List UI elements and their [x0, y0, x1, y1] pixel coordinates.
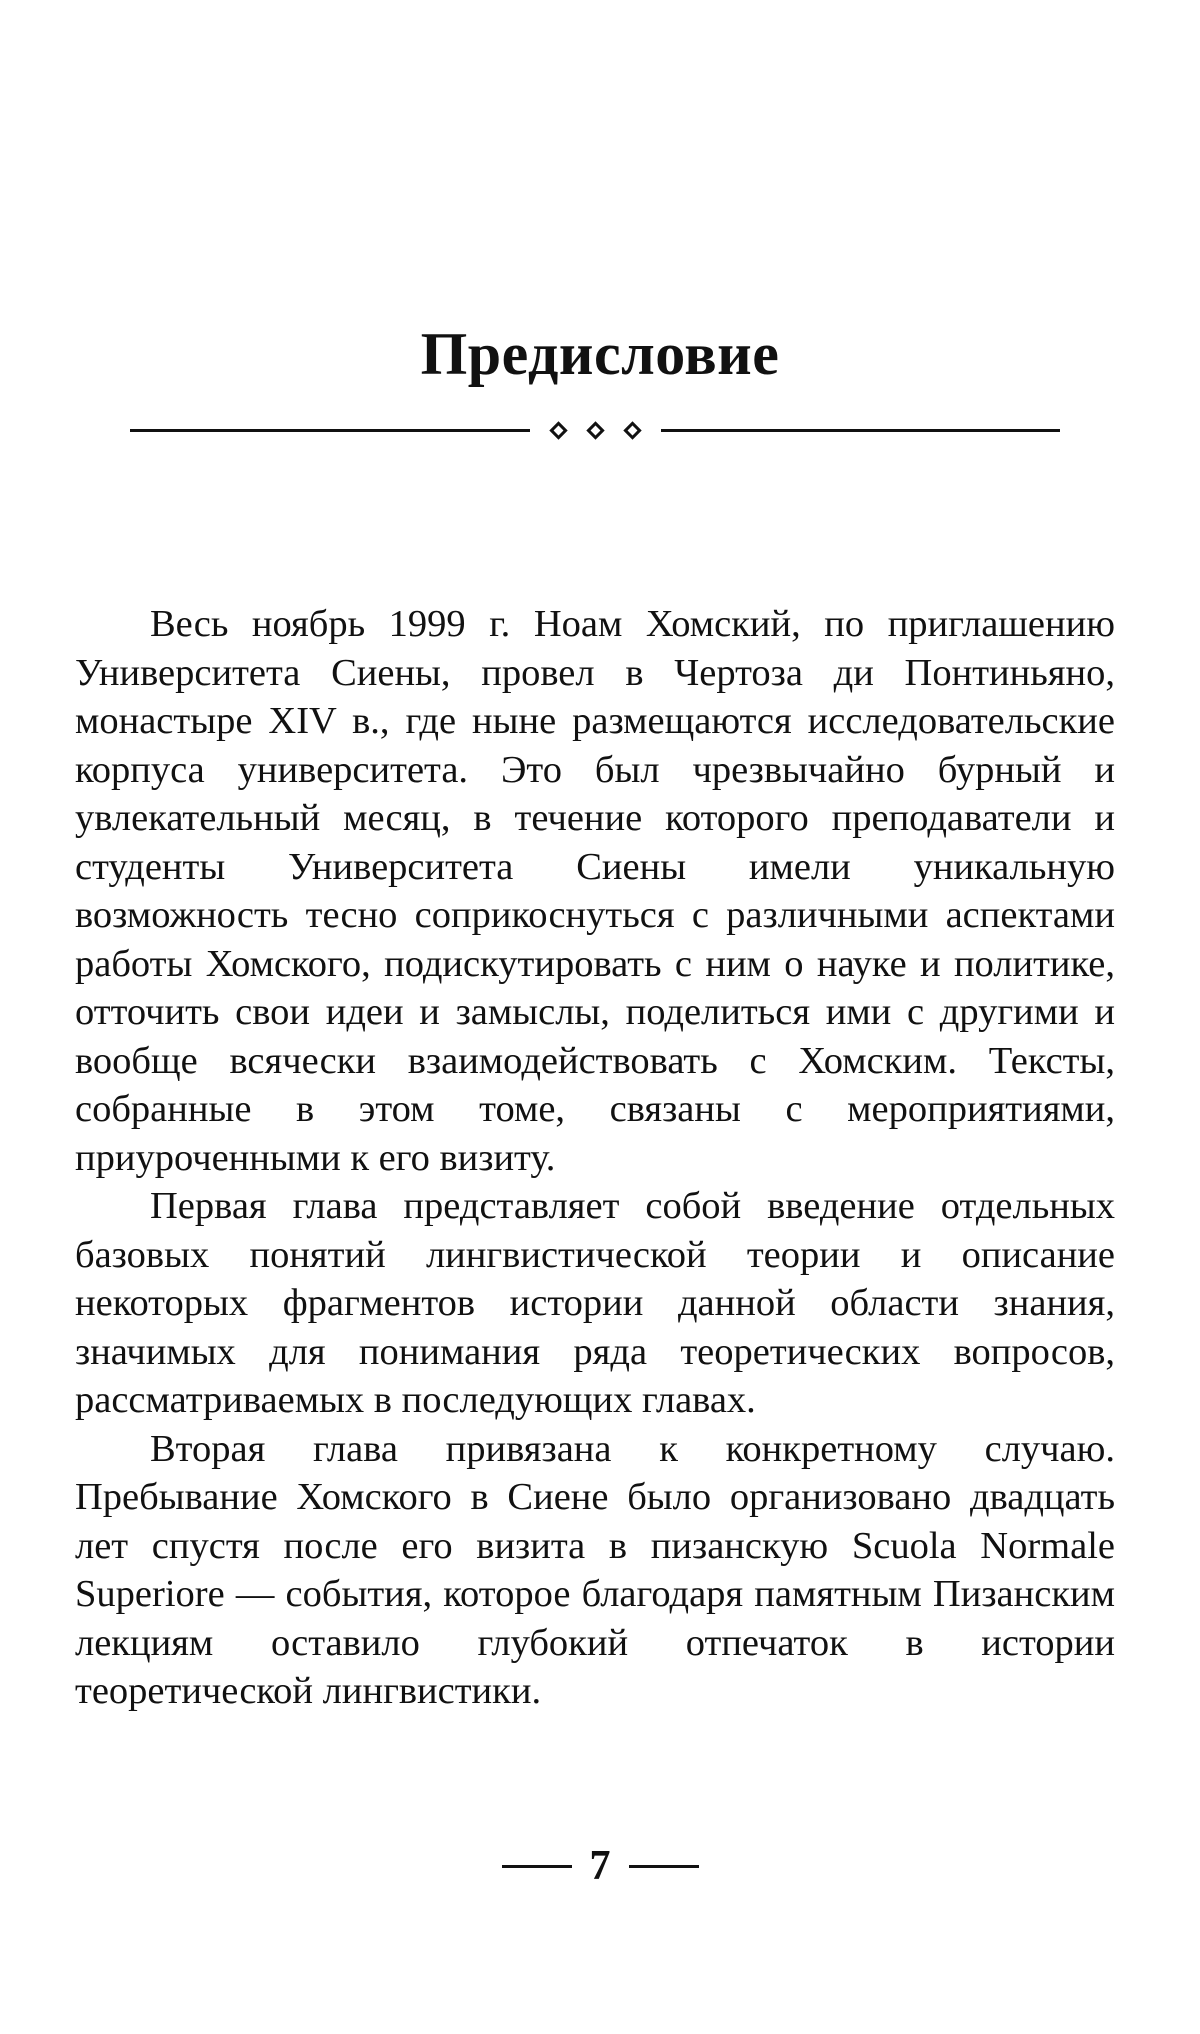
body-text [75, 600, 1115, 1716]
diamond-icon [586, 421, 604, 439]
paragraph: Весь ноябрь 1999 г. Ноам Хомский, по приглашению Университета Сиены, провел в Чертоза ди Понтиньяно, монастыре XIV в., где ныне размещаются исследовательские корпуса университета. Это был чрезвычайно бурный и увлекательный месяц, в течение которого преподаватели и студенты Университета Сиены имели уникальную возможность тесно соприкоснуться с различными аспектами работы Хомского, подискутировать с ним о науке и политике, отточить свои идеи и замыслы, поделиться ими с другими и вообще всячески взаимодействовать с Хомским. Тексты, собранные в этом томе, связаны с мероприятиями, приуроченными к его визиту. [75, 603, 1115, 1179]
page-number: 7 [589, 1843, 611, 1889]
diamond-icon [623, 421, 641, 439]
page-title: Предисловие [420, 321, 780, 387]
folio-dash-left [502, 1865, 572, 1868]
diamond-icon [549, 421, 567, 439]
page-number-footer [0, 1842, 1200, 1890]
ornament-rule-right [661, 429, 1061, 432]
paragraph: Первая глава представляет собой введение отдельных базовых понятий лингвистической теории и описание некоторых фрагментов истории данной области знания, значимых для понимания ряда теоретических вопросов, рассматриваемых в последующих главах. [75, 1185, 1115, 1421]
ornament-diamonds [530, 424, 661, 437]
ornament-rule-left [130, 429, 530, 432]
paragraph: Вторая глава привязана к конкретному случаю. Пребывание Хомского в Сиене было организовано двадцать лет спустя после его визита в пизанскую Scuola Normale Superiore — события, которое благодаря памятным Пизанским лекциям оставило глубокий отпечаток в истории теоретической лингвистики. [75, 1427, 1115, 1712]
folio-dash-right [629, 1865, 699, 1868]
title-ornament [130, 410, 1060, 450]
